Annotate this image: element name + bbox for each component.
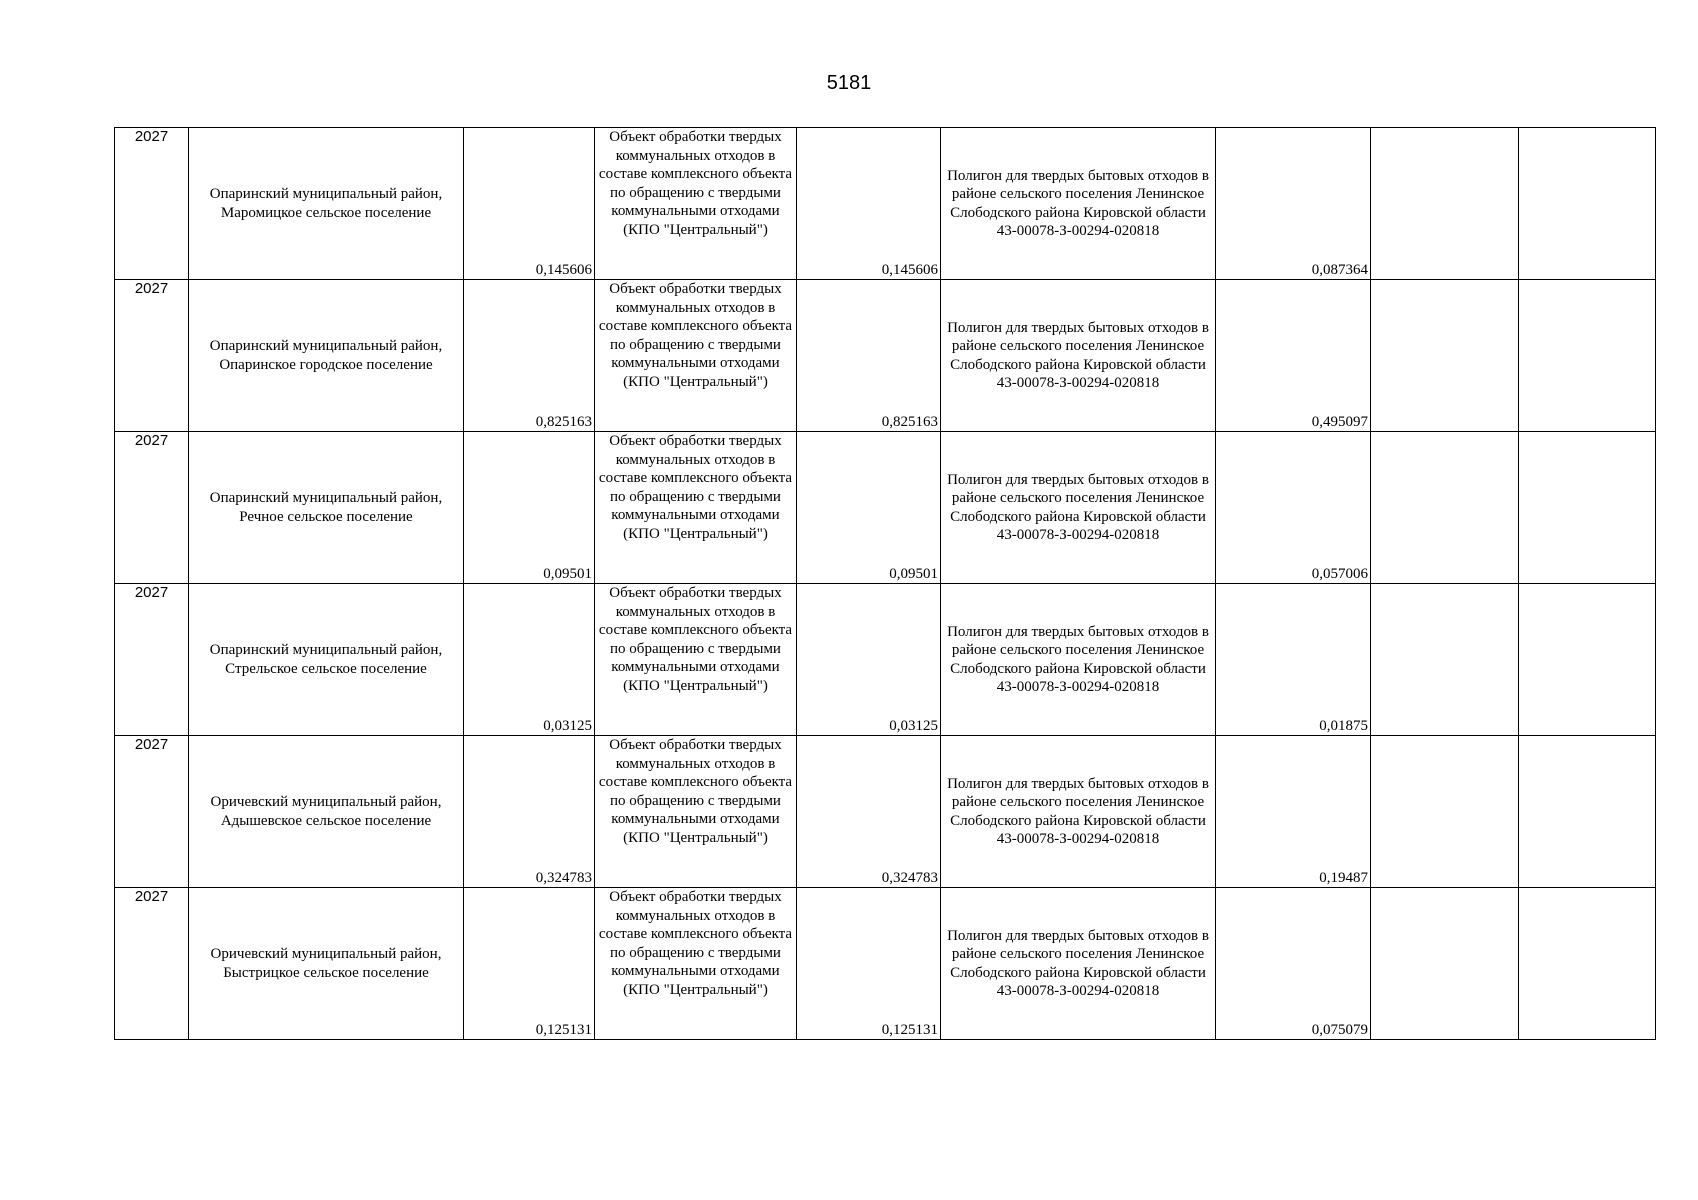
value1-cell: 0,03125 [464,584,595,736]
landfill-cell: Полигон для твердых бытовых отходов в районе сельского поселения Ленинское Слободского района Кировской области 43-00078-З-00294-020818 [941,128,1216,280]
landfill-cell: Полигон для твердых бытовых отходов в районе сельского поселения Ленинское Слободского района Кировской области 43-00078-З-00294-020818 [941,432,1216,584]
municipality-cell: Опаринский муниципальный район, Стрельское сельское поселение [189,584,464,736]
table-row [115,736,1656,888]
object-cell: Объект обработки твердых коммунальных отходов в составе комплексного объекта по обращению с твердыми коммунальными отходами (КПО "Центральный") [595,888,797,1040]
municipality-cell: Опаринский муниципальный район, Речное сельское поселение [189,432,464,584]
value3-cell: 0,19487 [1216,736,1371,888]
empty-cell [1371,888,1519,1040]
landfill-cell: Полигон для твердых бытовых отходов в районе сельского поселения Ленинское Слободского района Кировской области 43-00078-З-00294-020818 [941,888,1216,1040]
value1-cell: 0,324783 [464,736,595,888]
value3-cell: 0,057006 [1216,432,1371,584]
object-cell: Объект обработки твердых коммунальных отходов в составе комплексного объекта по обращению с твердыми коммунальными отходами (КПО "Центральный") [595,736,797,888]
year-cell: 2027 [115,888,189,1040]
value2-cell: 0,825163 [797,280,941,432]
empty-cell [1519,736,1656,888]
value3-cell: 0,087364 [1216,128,1371,280]
value3-cell: 0,01875 [1216,584,1371,736]
value1-cell: 0,125131 [464,888,595,1040]
empty-cell [1519,280,1656,432]
empty-cell [1519,888,1656,1040]
value1-cell: 0,825163 [464,280,595,432]
value1-cell: 0,145606 [464,128,595,280]
landfill-cell: Полигон для твердых бытовых отходов в районе сельского поселения Ленинское Слободского района Кировской области 43-00078-З-00294-020818 [941,280,1216,432]
page-number: 5181 [826,72,872,94]
value2-cell: 0,03125 [797,584,941,736]
object-cell: Объект обработки твердых коммунальных отходов в составе комплексного объекта по обращению с твердыми коммунальными отходами (КПО "Центральный") [595,280,797,432]
year-cell: 2027 [115,584,189,736]
empty-cell [1371,280,1519,432]
empty-cell [1519,432,1656,584]
waste-flow-table [114,127,1656,1040]
table-row [115,888,1656,1040]
empty-cell [1519,128,1656,280]
object-cell: Объект обработки твердых коммунальных отходов в составе комплексного объекта по обращению с твердыми коммунальными отходами (КПО "Центральный") [595,584,797,736]
table-row [115,128,1656,280]
municipality-cell: Оричевский муниципальный район, Быстрицкое сельское поселение [189,888,464,1040]
empty-cell [1519,584,1656,736]
empty-cell [1371,584,1519,736]
year-cell: 2027 [115,432,189,584]
object-cell: Объект обработки твердых коммунальных отходов в составе комплексного объекта по обращению с твердыми коммунальными отходами (КПО "Центральный") [595,128,797,280]
landfill-cell: Полигон для твердых бытовых отходов в районе сельского поселения Ленинское Слободского района Кировской области 43-00078-З-00294-020818 [941,584,1216,736]
value2-cell: 0,09501 [797,432,941,584]
year-cell: 2027 [115,736,189,888]
municipality-cell: Опаринский муниципальный район, Маромицкое сельское поселение [189,128,464,280]
empty-cell [1371,128,1519,280]
table-row [115,432,1656,584]
value3-cell: 0,495097 [1216,280,1371,432]
empty-cell [1371,432,1519,584]
value1-cell: 0,09501 [464,432,595,584]
year-cell: 2027 [115,128,189,280]
year-cell: 2027 [115,280,189,432]
municipality-cell: Оричевский муниципальный район, Адышевское сельское поселение [189,736,464,888]
value2-cell: 0,145606 [797,128,941,280]
table-row [115,280,1656,432]
value3-cell: 0,075079 [1216,888,1371,1040]
municipality-cell: Опаринский муниципальный район, Опаринское городское поселение [189,280,464,432]
object-cell: Объект обработки твердых коммунальных отходов в составе комплексного объекта по обращению с твердыми коммунальными отходами (КПО "Центральный") [595,432,797,584]
landfill-cell: Полигон для твердых бытовых отходов в районе сельского поселения Ленинское Слободского района Кировской области 43-00078-З-00294-020818 [941,736,1216,888]
value2-cell: 0,324783 [797,736,941,888]
value2-cell: 0,125131 [797,888,941,1040]
table-row [115,584,1656,736]
empty-cell [1371,736,1519,888]
